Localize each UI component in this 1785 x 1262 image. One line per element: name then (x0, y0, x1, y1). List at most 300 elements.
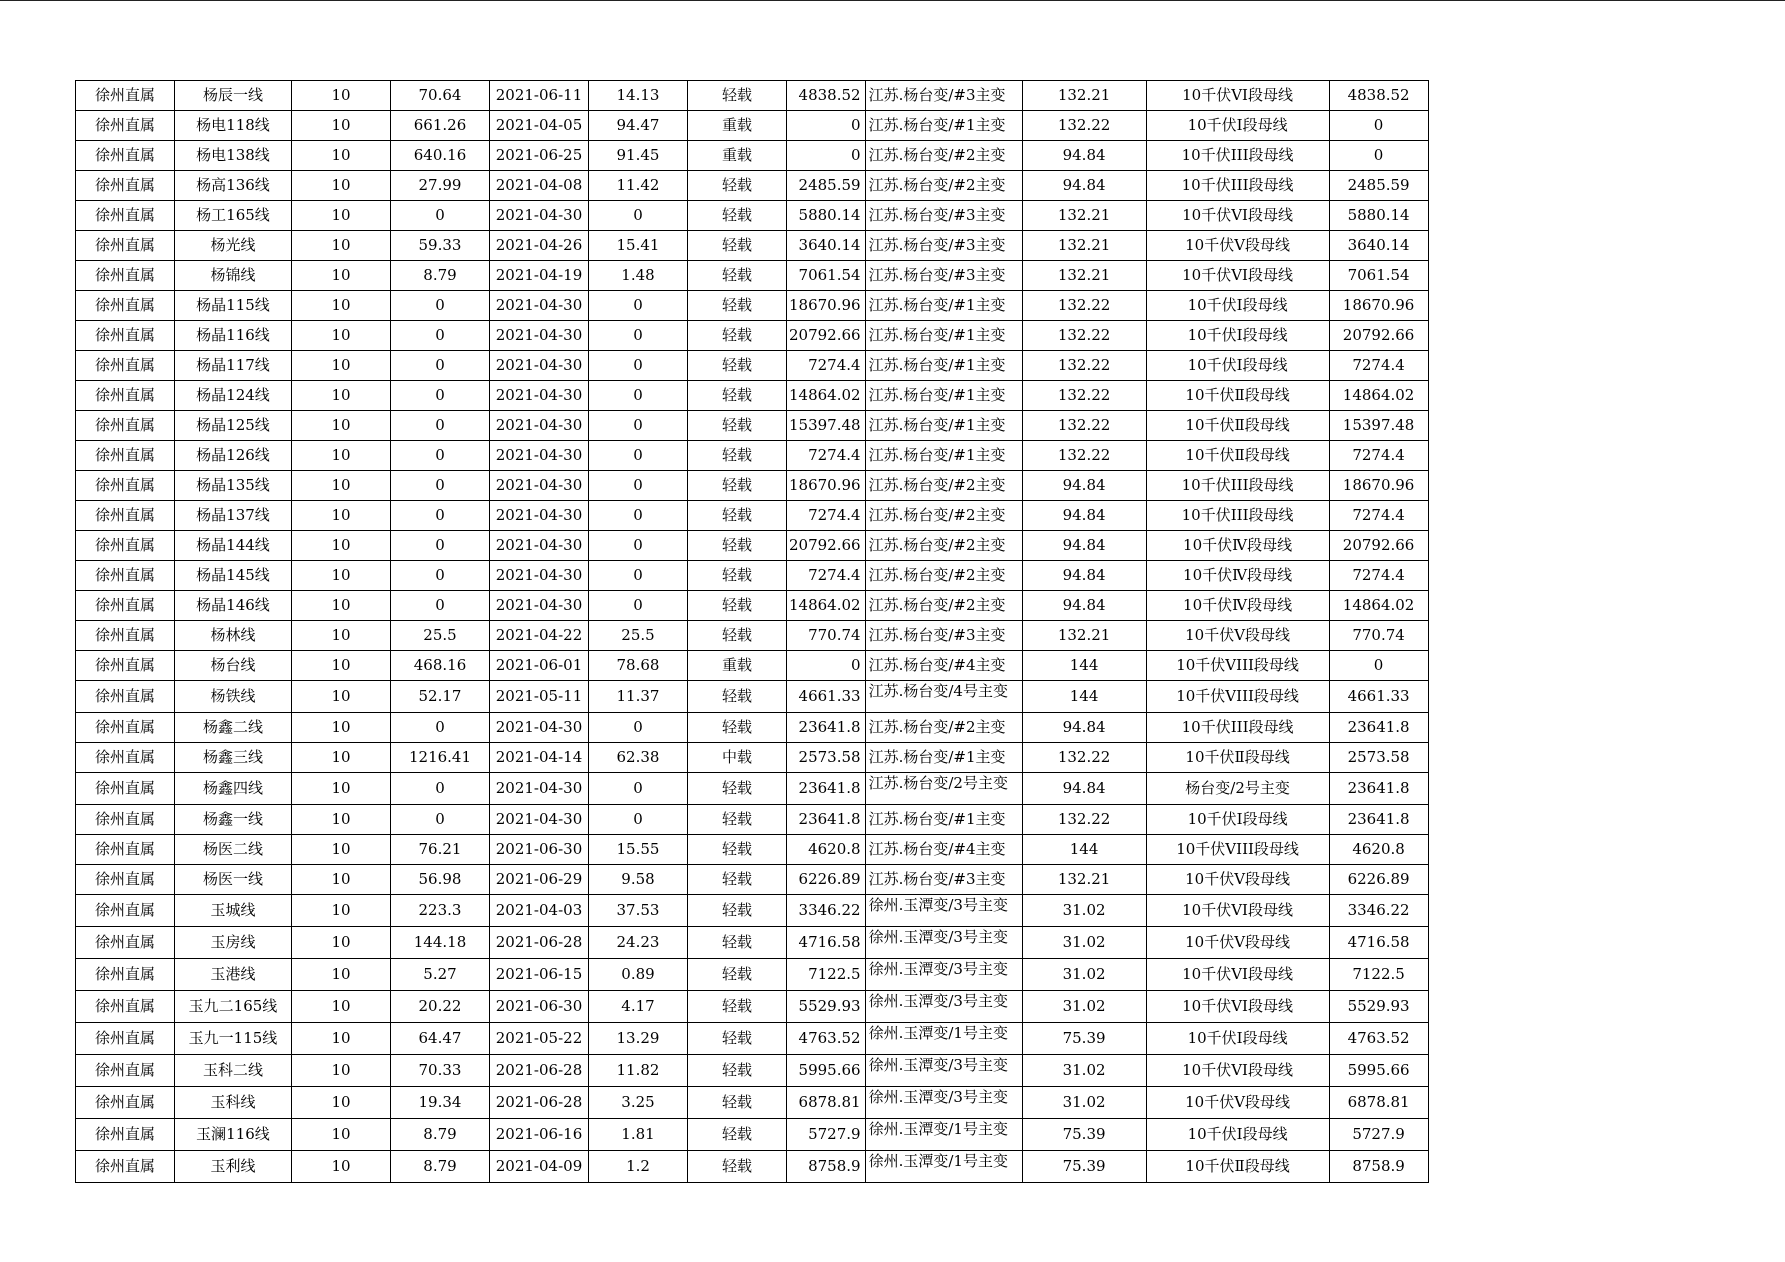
capacity-cell: 7061.54 (787, 261, 866, 291)
unit-cell: 徐州直属 (76, 743, 175, 773)
busbar-cell: 10千伏Ⅴ段母线 (1146, 1087, 1329, 1119)
load-cell: 0 (391, 201, 490, 231)
busbar-cell: 10千伏VI段母线 (1146, 991, 1329, 1023)
available-capacity-cell: 2573.58 (1329, 743, 1428, 773)
busbar-cell: 10千伏VI段母线 (1146, 81, 1329, 111)
substation-transformer-cell: 江苏.杨台变/#2主变 (865, 501, 1022, 531)
transformer-load-cell: 31.02 (1022, 991, 1146, 1023)
transformer-load-cell: 75.39 (1022, 1023, 1146, 1055)
date-cell: 2021-04-30 (490, 805, 589, 835)
line-name-cell: 杨电138线 (175, 141, 292, 171)
table-row (76, 713, 1429, 743)
voltage-cell: 10 (292, 713, 391, 743)
table-row (76, 805, 1429, 835)
load-cell: 640.16 (391, 141, 490, 171)
table-row (76, 471, 1429, 501)
load-cell: 64.47 (391, 1023, 490, 1055)
transformer-load-cell: 94.84 (1022, 471, 1146, 501)
date-cell: 2021-04-03 (490, 895, 589, 927)
load-status-cell: 轻载 (688, 713, 787, 743)
available-capacity-cell: 14864.02 (1329, 591, 1428, 621)
busbar-cell: 10千伏VI段母线 (1146, 959, 1329, 991)
busbar-cell: 10千伏Ⅰ段母线 (1146, 111, 1329, 141)
load-status-cell: 重载 (688, 141, 787, 171)
date-cell: 2021-04-09 (490, 1151, 589, 1183)
load-status-cell: 轻载 (688, 81, 787, 111)
busbar-cell: 10千伏Ⅰ段母线 (1146, 351, 1329, 381)
load-cell: 70.64 (391, 81, 490, 111)
load-status-cell: 轻载 (688, 621, 787, 651)
busbar-cell: 10千伏III段母线 (1146, 171, 1329, 201)
voltage-cell: 10 (292, 1119, 391, 1151)
voltage-cell: 10 (292, 1087, 391, 1119)
unit-cell: 徐州直属 (76, 681, 175, 713)
capacity-cell: 4661.33 (787, 681, 866, 713)
voltage-cell: 10 (292, 561, 391, 591)
table-row (76, 895, 1429, 927)
available-capacity-cell: 0 (1329, 141, 1428, 171)
load-status-cell: 轻载 (688, 501, 787, 531)
line-name-cell: 玉九二165线 (175, 991, 292, 1023)
load-status-cell: 轻载 (688, 231, 787, 261)
line-name-cell: 杨电118线 (175, 111, 292, 141)
capacity-cell: 0 (787, 111, 866, 141)
load-status-cell: 轻载 (688, 201, 787, 231)
load-cell: 5.27 (391, 959, 490, 991)
load-rate-cell: 11.37 (589, 681, 688, 713)
busbar-cell: 10千伏Ⅳ段母线 (1146, 531, 1329, 561)
substation-transformer-cell: 江苏.杨台变/#4主变 (865, 835, 1022, 865)
voltage-cell: 10 (292, 681, 391, 713)
transformer-load-cell: 31.02 (1022, 1055, 1146, 1087)
line-name-cell: 杨医二线 (175, 835, 292, 865)
load-rate-cell: 0 (589, 805, 688, 835)
capacity-cell: 7274.4 (787, 501, 866, 531)
load-status-cell: 轻载 (688, 865, 787, 895)
load-rate-cell: 62.38 (589, 743, 688, 773)
table-row (76, 261, 1429, 291)
table-row (76, 171, 1429, 201)
available-capacity-cell: 4838.52 (1329, 81, 1428, 111)
load-status-cell: 轻载 (688, 291, 787, 321)
unit-cell: 徐州直属 (76, 835, 175, 865)
capacity-cell: 3640.14 (787, 231, 866, 261)
transformer-load-cell: 31.02 (1022, 927, 1146, 959)
busbar-cell: 10千伏VI段母线 (1146, 1055, 1329, 1087)
load-cell: 76.21 (391, 835, 490, 865)
voltage-cell: 10 (292, 111, 391, 141)
date-cell: 2021-04-30 (490, 471, 589, 501)
load-status-cell: 轻载 (688, 927, 787, 959)
busbar-cell: 10千伏Ⅰ段母线 (1146, 1119, 1329, 1151)
table-row (76, 561, 1429, 591)
line-name-cell: 杨晶135线 (175, 471, 292, 501)
capacity-cell: 20792.66 (787, 531, 866, 561)
capacity-cell: 5880.14 (787, 201, 866, 231)
substation-transformer-cell: 徐州.玉潭变/3号主变 (865, 1055, 1022, 1087)
unit-cell: 徐州直属 (76, 411, 175, 441)
voltage-cell: 10 (292, 261, 391, 291)
line-name-cell: 杨鑫三线 (175, 743, 292, 773)
busbar-cell: 10千伏Ⅴ段母线 (1146, 865, 1329, 895)
load-status-cell: 轻载 (688, 1023, 787, 1055)
transformer-load-cell: 132.22 (1022, 743, 1146, 773)
date-cell: 2021-05-11 (490, 681, 589, 713)
busbar-cell: 10千伏Ⅳ段母线 (1146, 591, 1329, 621)
line-name-cell: 玉九一115线 (175, 1023, 292, 1055)
load-cell: 19.34 (391, 1087, 490, 1119)
date-cell: 2021-06-30 (490, 991, 589, 1023)
capacity-cell: 8758.9 (787, 1151, 866, 1183)
load-status-cell: 轻载 (688, 959, 787, 991)
load-status-cell: 轻载 (688, 381, 787, 411)
busbar-cell: 10千伏Ⅴ段母线 (1146, 231, 1329, 261)
substation-transformer-cell: 江苏.杨台变/#1主变 (865, 321, 1022, 351)
load-cell: 0 (391, 471, 490, 501)
load-rate-cell: 0 (589, 201, 688, 231)
voltage-cell: 10 (292, 773, 391, 805)
load-rate-cell: 0 (589, 471, 688, 501)
available-capacity-cell: 5529.93 (1329, 991, 1428, 1023)
substation-transformer-cell: 江苏.杨台变/#1主变 (865, 351, 1022, 381)
capacity-cell: 0 (787, 141, 866, 171)
date-cell: 2021-04-30 (490, 531, 589, 561)
line-name-cell: 玉澜116线 (175, 1119, 292, 1151)
substation-transformer-cell: 江苏.杨台变/#3主变 (865, 261, 1022, 291)
substation-transformer-cell: 江苏.杨台变/4号主变 (865, 681, 1022, 713)
substation-transformer-cell: 江苏.杨台变/#2主变 (865, 591, 1022, 621)
unit-cell: 徐州直属 (76, 81, 175, 111)
date-cell: 2021-04-30 (490, 201, 589, 231)
substation-transformer-cell: 江苏.杨台变/#1主变 (865, 381, 1022, 411)
voltage-cell: 10 (292, 959, 391, 991)
load-rate-cell: 91.45 (589, 141, 688, 171)
transformer-load-cell: 132.22 (1022, 291, 1146, 321)
unit-cell: 徐州直属 (76, 1087, 175, 1119)
substation-transformer-cell: 徐州.玉潭变/3号主变 (865, 959, 1022, 991)
capacity-cell: 20792.66 (787, 321, 866, 351)
transformer-load-cell: 144 (1022, 651, 1146, 681)
table-row (76, 501, 1429, 531)
line-name-cell: 杨辰一线 (175, 81, 292, 111)
transformer-load-cell: 94.84 (1022, 561, 1146, 591)
available-capacity-cell: 3346.22 (1329, 895, 1428, 927)
voltage-cell: 10 (292, 141, 391, 171)
substation-transformer-cell: 江苏.杨台变/2号主变 (865, 773, 1022, 805)
load-cell: 0 (391, 591, 490, 621)
unit-cell: 徐州直属 (76, 621, 175, 651)
load-rate-cell: 78.68 (589, 651, 688, 681)
load-cell: 0 (391, 805, 490, 835)
unit-cell: 徐州直属 (76, 895, 175, 927)
transformer-load-cell: 132.21 (1022, 865, 1146, 895)
substation-transformer-cell: 徐州.玉潭变/3号主变 (865, 991, 1022, 1023)
capacity-cell: 7274.4 (787, 351, 866, 381)
table-row (76, 321, 1429, 351)
load-cell: 0 (391, 351, 490, 381)
date-cell: 2021-04-22 (490, 621, 589, 651)
substation-transformer-cell: 江苏.杨台变/#1主变 (865, 441, 1022, 471)
date-cell: 2021-04-19 (490, 261, 589, 291)
transformer-load-cell: 31.02 (1022, 895, 1146, 927)
unit-cell: 徐州直属 (76, 591, 175, 621)
table-row (76, 991, 1429, 1023)
available-capacity-cell: 770.74 (1329, 621, 1428, 651)
capacity-cell: 6226.89 (787, 865, 866, 895)
unit-cell: 徐州直属 (76, 865, 175, 895)
voltage-cell: 10 (292, 171, 391, 201)
unit-cell: 徐州直属 (76, 1023, 175, 1055)
voltage-cell: 10 (292, 991, 391, 1023)
load-rate-cell: 4.17 (589, 991, 688, 1023)
line-name-cell: 杨高136线 (175, 171, 292, 201)
date-cell: 2021-04-08 (490, 171, 589, 201)
substation-transformer-cell: 江苏.杨台变/#1主变 (865, 805, 1022, 835)
unit-cell: 徐州直属 (76, 111, 175, 141)
substation-transformer-cell: 徐州.玉潭变/3号主变 (865, 927, 1022, 959)
voltage-cell: 10 (292, 743, 391, 773)
load-status-cell: 轻载 (688, 805, 787, 835)
capacity-cell: 2485.59 (787, 171, 866, 201)
available-capacity-cell: 0 (1329, 651, 1428, 681)
available-capacity-cell: 14864.02 (1329, 381, 1428, 411)
unit-cell: 徐州直属 (76, 321, 175, 351)
table-row (76, 1087, 1429, 1119)
load-status-cell: 轻载 (688, 991, 787, 1023)
date-cell: 2021-04-05 (490, 111, 589, 141)
transformer-load-cell: 31.02 (1022, 959, 1146, 991)
line-name-cell: 杨鑫一线 (175, 805, 292, 835)
line-name-cell: 杨锦线 (175, 261, 292, 291)
unit-cell: 徐州直属 (76, 351, 175, 381)
capacity-cell: 18670.96 (787, 291, 866, 321)
capacity-cell: 23641.8 (787, 805, 866, 835)
transformer-load-cell: 94.84 (1022, 171, 1146, 201)
line-name-cell: 杨鑫二线 (175, 713, 292, 743)
transformer-load-cell: 132.21 (1022, 81, 1146, 111)
voltage-cell: 10 (292, 441, 391, 471)
busbar-cell: 10千伏Ⅱ段母线 (1146, 441, 1329, 471)
unit-cell: 徐州直属 (76, 713, 175, 743)
load-cell: 25.5 (391, 621, 490, 651)
busbar-cell: 10千伏Ⅴ段母线 (1146, 927, 1329, 959)
date-cell: 2021-04-30 (490, 773, 589, 805)
voltage-cell: 10 (292, 501, 391, 531)
busbar-cell: 10千伏III段母线 (1146, 141, 1329, 171)
page-top-rule (0, 0, 1785, 1)
unit-cell: 徐州直属 (76, 651, 175, 681)
line-name-cell: 杨医一线 (175, 865, 292, 895)
busbar-cell: 10千伏Ⅰ段母线 (1146, 805, 1329, 835)
table-row (76, 959, 1429, 991)
capacity-cell: 5995.66 (787, 1055, 866, 1087)
unit-cell: 徐州直属 (76, 141, 175, 171)
load-rate-cell: 15.55 (589, 835, 688, 865)
load-rate-cell: 0 (589, 381, 688, 411)
date-cell: 2021-04-30 (490, 713, 589, 743)
line-name-cell: 杨林线 (175, 621, 292, 651)
capacity-cell: 4763.52 (787, 1023, 866, 1055)
table-row (76, 865, 1429, 895)
load-cell: 56.98 (391, 865, 490, 895)
voltage-cell: 10 (292, 835, 391, 865)
load-rate-cell: 9.58 (589, 865, 688, 895)
load-cell: 661.26 (391, 111, 490, 141)
voltage-cell: 10 (292, 231, 391, 261)
available-capacity-cell: 18670.96 (1329, 471, 1428, 501)
capacity-cell: 15397.48 (787, 411, 866, 441)
load-status-cell: 轻载 (688, 591, 787, 621)
voltage-cell: 10 (292, 591, 391, 621)
substation-transformer-cell: 江苏.杨台变/#1主变 (865, 743, 1022, 773)
line-name-cell: 杨鑫四线 (175, 773, 292, 805)
voltage-cell: 10 (292, 471, 391, 501)
load-rate-cell: 11.82 (589, 1055, 688, 1087)
table-row (76, 141, 1429, 171)
load-rate-cell: 25.5 (589, 621, 688, 651)
load-status-cell: 轻载 (688, 321, 787, 351)
busbar-cell: 10千伏Ⅱ段母线 (1146, 381, 1329, 411)
load-cell: 223.3 (391, 895, 490, 927)
load-cell: 0 (391, 531, 490, 561)
unit-cell: 徐州直属 (76, 201, 175, 231)
load-status-cell: 中载 (688, 743, 787, 773)
substation-transformer-cell: 江苏.杨台变/#3主变 (865, 865, 1022, 895)
table-row (76, 291, 1429, 321)
available-capacity-cell: 2485.59 (1329, 171, 1428, 201)
available-capacity-cell: 5880.14 (1329, 201, 1428, 231)
date-cell: 2021-04-30 (490, 561, 589, 591)
transformer-load-cell: 94.84 (1022, 141, 1146, 171)
available-capacity-cell: 4620.8 (1329, 835, 1428, 865)
line-name-cell: 玉港线 (175, 959, 292, 991)
substation-transformer-cell: 江苏.杨台变/#2主变 (865, 471, 1022, 501)
capacity-cell: 770.74 (787, 621, 866, 651)
unit-cell: 徐州直属 (76, 1119, 175, 1151)
available-capacity-cell: 23641.8 (1329, 805, 1428, 835)
date-cell: 2021-04-30 (490, 501, 589, 531)
load-cell: 144.18 (391, 927, 490, 959)
line-name-cell: 杨晶126线 (175, 441, 292, 471)
load-rate-cell: 15.41 (589, 231, 688, 261)
unit-cell: 徐州直属 (76, 471, 175, 501)
unit-cell: 徐州直属 (76, 501, 175, 531)
date-cell: 2021-06-15 (490, 959, 589, 991)
load-rate-cell: 0 (589, 351, 688, 381)
unit-cell: 徐州直属 (76, 291, 175, 321)
load-rate-cell: 1.81 (589, 1119, 688, 1151)
load-cell: 468.16 (391, 651, 490, 681)
line-name-cell: 杨光线 (175, 231, 292, 261)
available-capacity-cell: 23641.8 (1329, 773, 1428, 805)
load-rate-cell: 13.29 (589, 1023, 688, 1055)
table-row (76, 927, 1429, 959)
substation-transformer-cell: 徐州.玉潭变/1号主变 (865, 1119, 1022, 1151)
busbar-cell: 10千伏Ⅳ段母线 (1146, 561, 1329, 591)
available-capacity-cell: 4661.33 (1329, 681, 1428, 713)
transformer-load-cell: 132.21 (1022, 201, 1146, 231)
load-rate-cell: 0 (589, 291, 688, 321)
load-rate-cell: 0 (589, 591, 688, 621)
busbar-cell: 10千伏VI段母线 (1146, 261, 1329, 291)
table-row (76, 441, 1429, 471)
available-capacity-cell: 7122.5 (1329, 959, 1428, 991)
load-rate-cell: 0 (589, 561, 688, 591)
load-rate-cell: 0 (589, 441, 688, 471)
load-cell: 8.79 (391, 1119, 490, 1151)
available-capacity-cell: 0 (1329, 111, 1428, 141)
capacity-cell: 4620.8 (787, 835, 866, 865)
transformer-load-cell: 94.84 (1022, 531, 1146, 561)
voltage-cell: 10 (292, 381, 391, 411)
load-cell: 0 (391, 501, 490, 531)
voltage-cell: 10 (292, 865, 391, 895)
available-capacity-cell: 18670.96 (1329, 291, 1428, 321)
voltage-cell: 10 (292, 411, 391, 441)
capacity-cell: 5529.93 (787, 991, 866, 1023)
transformer-load-cell: 132.22 (1022, 411, 1146, 441)
load-status-cell: 重载 (688, 111, 787, 141)
line-name-cell: 玉科二线 (175, 1055, 292, 1087)
available-capacity-cell: 4716.58 (1329, 927, 1428, 959)
load-rate-cell: 14.13 (589, 81, 688, 111)
table-row (76, 201, 1429, 231)
available-capacity-cell: 4763.52 (1329, 1023, 1428, 1055)
table-row (76, 531, 1429, 561)
load-rate-cell: 94.47 (589, 111, 688, 141)
load-cell: 52.17 (391, 681, 490, 713)
voltage-cell: 10 (292, 1023, 391, 1055)
date-cell: 2021-06-01 (490, 651, 589, 681)
capacity-cell: 14864.02 (787, 591, 866, 621)
table-row (76, 381, 1429, 411)
busbar-cell: 杨台变/2号主变 (1146, 773, 1329, 805)
load-cell: 0 (391, 773, 490, 805)
load-status-cell: 轻载 (688, 1119, 787, 1151)
line-name-cell: 杨晶117线 (175, 351, 292, 381)
load-status-cell: 轻载 (688, 261, 787, 291)
busbar-cell: 10千伏VI段母线 (1146, 201, 1329, 231)
substation-transformer-cell: 徐州.玉潭变/1号主变 (865, 1151, 1022, 1183)
capacity-cell: 23641.8 (787, 773, 866, 805)
table-row (76, 411, 1429, 441)
date-cell: 2021-04-30 (490, 411, 589, 441)
substation-transformer-cell: 江苏.杨台变/#2主变 (865, 171, 1022, 201)
unit-cell: 徐州直属 (76, 1151, 175, 1183)
load-cell: 0 (391, 291, 490, 321)
load-cell: 0 (391, 441, 490, 471)
available-capacity-cell: 7274.4 (1329, 441, 1428, 471)
line-name-cell: 杨晶116线 (175, 321, 292, 351)
load-status-cell: 轻载 (688, 351, 787, 381)
substation-transformer-cell: 江苏.杨台变/#2主变 (865, 141, 1022, 171)
capacity-cell: 2573.58 (787, 743, 866, 773)
load-rate-cell: 0 (589, 773, 688, 805)
load-rate-cell: 0 (589, 531, 688, 561)
date-cell: 2021-04-30 (490, 381, 589, 411)
transformer-load-cell: 94.84 (1022, 591, 1146, 621)
transformer-load-cell: 75.39 (1022, 1151, 1146, 1183)
load-cell: 0 (391, 561, 490, 591)
capacity-cell: 23641.8 (787, 713, 866, 743)
voltage-cell: 10 (292, 351, 391, 381)
capacity-cell: 0 (787, 651, 866, 681)
load-cell: 59.33 (391, 231, 490, 261)
table-row (76, 111, 1429, 141)
available-capacity-cell: 20792.66 (1329, 531, 1428, 561)
date-cell: 2021-04-30 (490, 321, 589, 351)
load-cell: 70.33 (391, 1055, 490, 1087)
